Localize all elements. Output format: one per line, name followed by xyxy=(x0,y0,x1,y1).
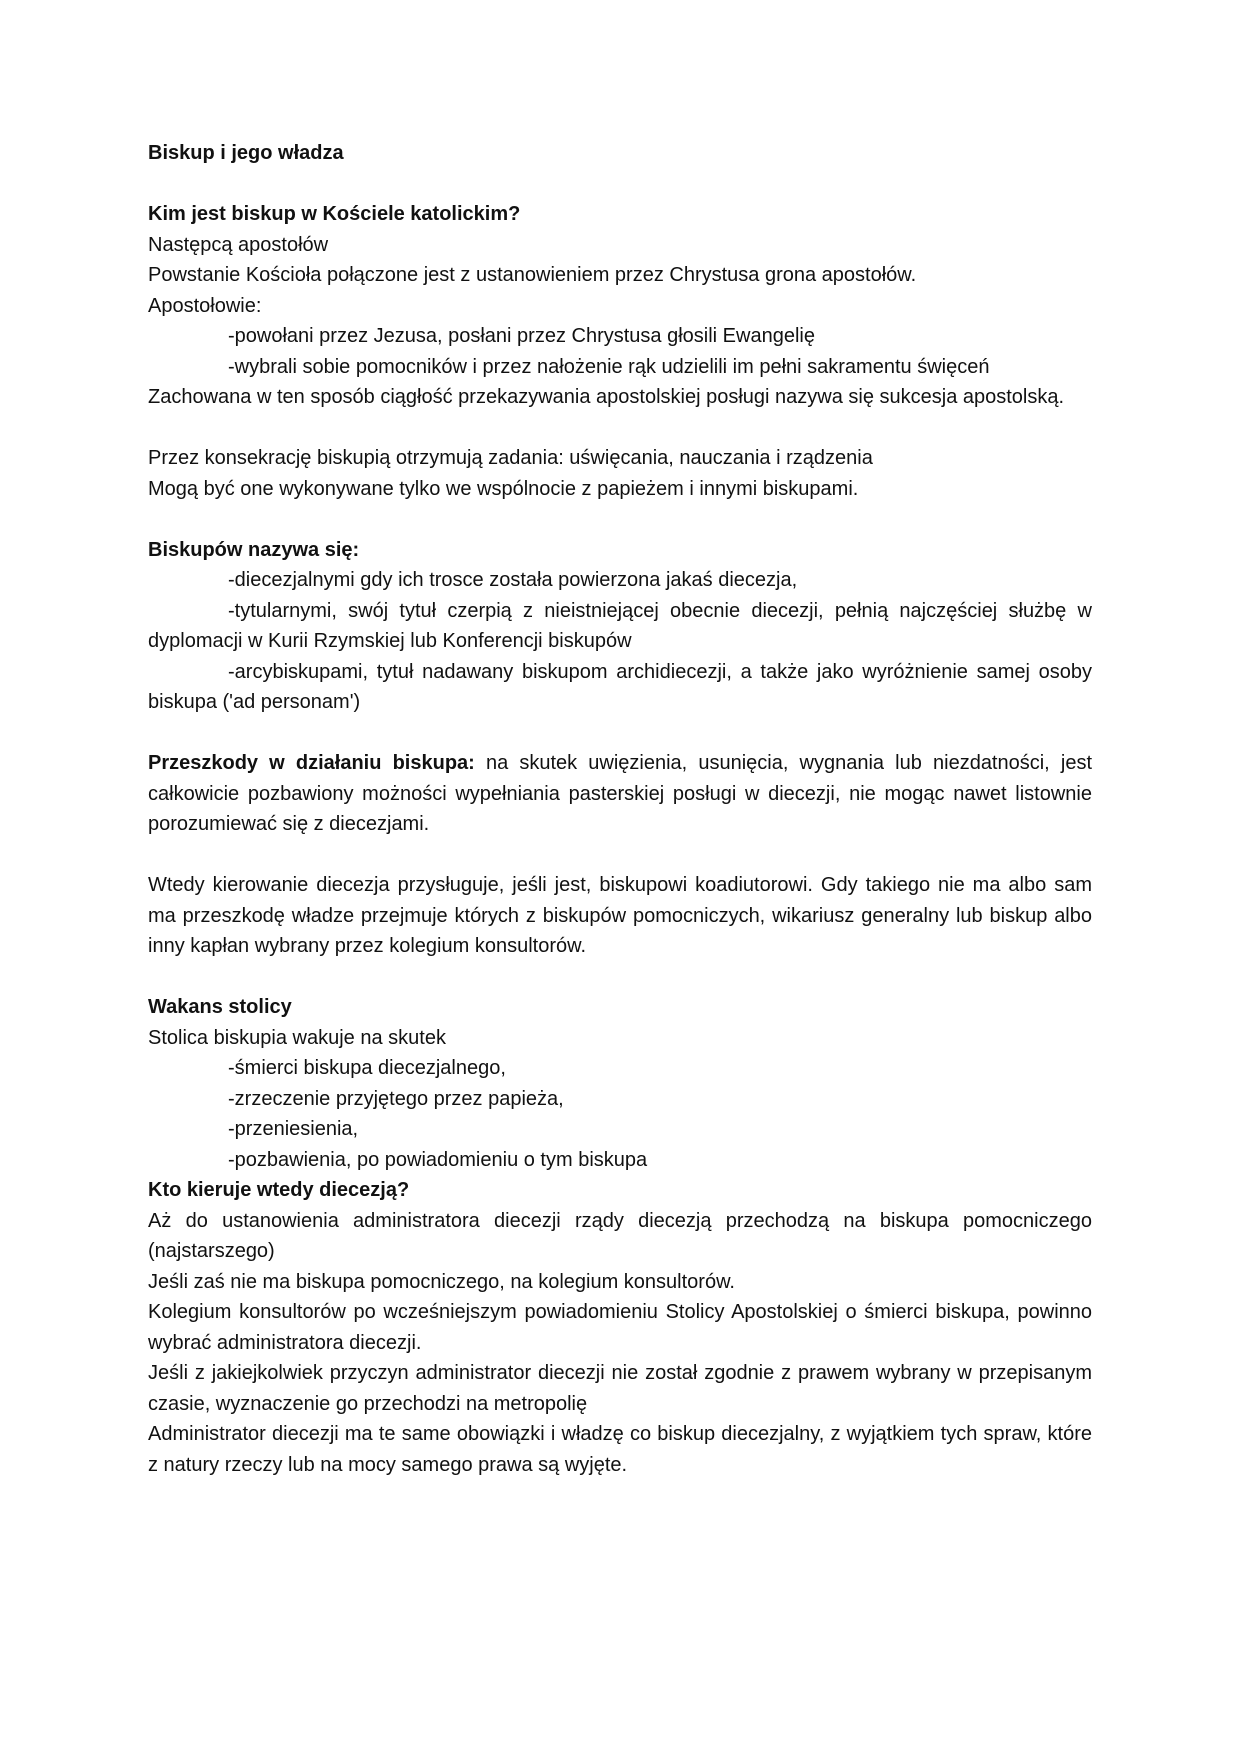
heading-who-is-bishop: Kim jest biskup w Kościele katolickim? xyxy=(148,203,521,225)
list-item-vacancy-3: -przeniesienia, xyxy=(228,1118,359,1140)
impediments-label: Przeszkody w działaniu biskupa: xyxy=(148,752,475,774)
list-item-vacancy-2: -zrzeczenie przyjętego przez papieża, xyxy=(228,1087,564,1110)
list-item-bishop-type-2: -tytularnymi, swój tytuł czerpią z nieistniejącej obecnie diecezji, pełnią najczęściej służbę w dyplomacji w Kurii Rzymskiej lub Konferencji biskupów xyxy=(148,599,1092,652)
section-vacancy xyxy=(148,992,1092,1175)
paragraph-college-consultors: Jeśli zaś nie ma biskupa pomocniczego, na kolegium konsultorów. xyxy=(148,1270,735,1293)
list-item-vacancy-1: -śmierci biskupa diecezjalnego, xyxy=(228,1057,506,1079)
impediments-text: na skutek uwięzienia, usunięcia, wygnania lub niezdatności, jest całkowicie pozbawiony możności wypełniania pasterskiej posługi w diecezji, nie mogąc nawet listownie porozumiewać się z diecezjami. xyxy=(148,752,1092,835)
paragraph-impediments xyxy=(148,748,1092,840)
paragraph-administrator-powers: Administrator diecezji ma te same obowiązki i władzę co biskup diecezjalny, z wyjątkiem tych spraw, które z natury rzeczy lub na mocy samego prawa są wyjęte. xyxy=(148,1423,1092,1476)
paragraph-elect-administrator: Kolegium konsultorów po wcześniejszym powiadomieniu Stolicy Apostolskiej o śmierci biskupa, powinno wybrać administratora diecezji. xyxy=(148,1301,1092,1354)
paragraph-succession: Zachowana w ten sposób ciągłość przekazywania apostolskiej posługi nazywa się sukcesja apostolską. xyxy=(148,386,1065,408)
section-who-governs xyxy=(148,1175,1092,1480)
document-page xyxy=(148,138,1092,1480)
heading-bishop-types: Biskupów nazywa się: xyxy=(148,538,360,561)
section-impediments xyxy=(148,748,1092,962)
paragraph-auxiliary-bishop: Aż do ustanowienia administratora diecezji rządy diecezją przechodzą na biskupa pomocniczego (najstarszego) xyxy=(148,1209,1092,1262)
paragraph-communion: Mogą być one wykonywane tylko we wspólnocie z papieżem i innymi biskupami. xyxy=(148,477,859,500)
list-item-apostles-1: -powołani przez Jezusa, posłani przez Chrystusa głosili Ewangelię xyxy=(228,325,815,347)
section-who-is-bishop xyxy=(148,199,1092,413)
list-item-apostles-2: -wybrali sobie pomocników i przez nałożenie rąk udzielili im pełni sakramentu święceń xyxy=(228,355,990,378)
paragraph-metropolitan: Jeśli z jakiejkolwiek przyczyn administrator diecezji nie został zgodnie z prawem wybrany w przepisanym czasie, wyznaczenie go przechodzi na metropolię xyxy=(148,1362,1092,1415)
paragraph-apostles-label: Apostołowie: xyxy=(148,294,262,317)
heading-who-governs: Kto kieruje wtedy diecezją? xyxy=(148,1179,410,1201)
paragraph-coadjutor: Wtedy kierowanie diecezja przysługuje, jeśli jest, biskupowi koadiutorowi. Gdy takiego nie ma albo sam ma przeszkodę władze przejmuje których z biskupów pomocniczych, wikariusz generalny lub biskup albo inny kapłan wybrany przez kolegium konsultorów. xyxy=(148,874,1092,957)
paragraph-vacancy-intro: Stolica biskupia wakuje na skutek xyxy=(148,1026,446,1049)
list-item-bishop-type-1: -diecezjalnymi gdy ich trosce została powierzona jakaś diecezja, xyxy=(228,569,798,591)
paragraph-church-origin: Powstanie Kościoła połączone jest z ustanowieniem przez Chrystusa grona apostołów. xyxy=(148,264,917,286)
document-title: Biskup i jego władza xyxy=(148,142,344,164)
section-consecration xyxy=(148,443,1092,504)
section-bishop-types xyxy=(148,535,1092,718)
list-item-bishop-type-3: -arcybiskupami, tytuł nadawany biskupom archidiecezji, a także jako wyróżnienie samej osoby biskupa ('ad personam') xyxy=(148,660,1092,713)
paragraph-consecration-tasks: Przez konsekrację biskupią otrzymują zadania: uświęcania, nauczania i rządzenia xyxy=(148,447,873,469)
paragraph-successor: Następcą apostołów xyxy=(148,233,329,256)
list-item-vacancy-4: -pozbawienia, po powiadomieniu o tym biskupa xyxy=(228,1148,648,1171)
heading-vacancy: Wakans stolicy xyxy=(148,996,292,1018)
